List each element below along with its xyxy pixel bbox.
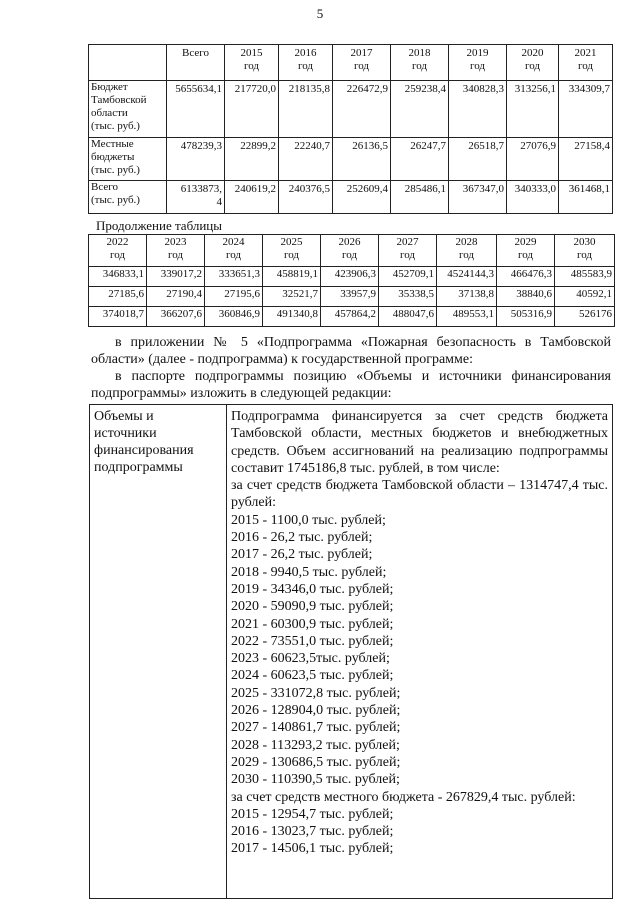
funding-intro: Подпрограмма финансируется за счет средств бюджета Тамбовской области, местных бюджетов и внебюджетных средств. Объем ассигнований на реализацию подпрограммы составит 1745186,8 тыс. рублей, в том числе: <box>231 409 608 476</box>
table2-cell: 526176 <box>555 307 615 327</box>
table1-cell: 26247,7 <box>391 138 449 181</box>
table1-cell: 27076,9 <box>507 138 559 181</box>
table2-header-cell: 2030 год <box>555 235 615 267</box>
page-number: 5 <box>316 6 324 21</box>
table2-header-cell: 2026 год <box>321 235 379 267</box>
table1-cell: 340828,3 <box>449 81 507 138</box>
table1-header-cell: 2019 год <box>449 45 507 81</box>
funding-year-line: 2021 - 60300,9 тыс. рублей; <box>231 616 394 632</box>
table2-cell: 33957,9 <box>321 287 379 307</box>
table1-cell: 5655634,1 <box>167 81 225 138</box>
table1-row-label: Местные бюджеты (тыс. руб.) <box>89 138 167 181</box>
table1-cell: 285486,1 <box>391 181 449 214</box>
funding-year-line: 2017 - 26,2 тыс. рублей; <box>231 547 373 563</box>
table2-cell: 38840,6 <box>497 287 555 307</box>
table2-cell: 339017,2 <box>147 267 205 287</box>
regional-budget-total: за счет средств бюджета Тамбовской области – 1314747,4 тыс. рублей: <box>231 478 608 511</box>
table2-row <box>89 287 615 307</box>
funding-year-line: 2018 - 9940,5 тыс. рублей; <box>231 564 387 580</box>
table1-header-cell: 2020 год <box>507 45 559 81</box>
table2-cell: 423906,3 <box>321 267 379 287</box>
table1-header-cell: 2017 год <box>333 45 391 81</box>
table1-cell: 6133873, 4 <box>167 181 225 214</box>
table2-cell: 333651,3 <box>205 267 263 287</box>
table2-cell: 27185,6 <box>89 287 147 307</box>
table1-row <box>89 181 613 214</box>
table2-cell: 4524144,3 <box>437 267 497 287</box>
table2-cell: 488047,6 <box>379 307 437 327</box>
table1-cell: 26136,5 <box>333 138 391 181</box>
table2-header-cell: 2025 год <box>263 235 321 267</box>
funding-year-line: 2016 - 26,2 тыс. рублей; <box>231 530 373 546</box>
table2-cell: 27195,6 <box>205 287 263 307</box>
funding-table-2022-2030 <box>88 234 615 327</box>
table2-header-cell: 2028 год <box>437 235 497 267</box>
table2-cell: 35338,5 <box>379 287 437 307</box>
funding-table-2015-2021 <box>88 44 613 214</box>
funding-year-line: 2015 - 12954,7 тыс. рублей; <box>231 806 394 822</box>
table2-cell: 491340,8 <box>263 307 321 327</box>
table1-header-cell: Всего <box>167 45 225 81</box>
table1-cell: 259238,4 <box>391 81 449 138</box>
table1-row-label: Всего (тыс. руб.) <box>89 181 167 214</box>
table2-cell: 485583,9 <box>555 267 615 287</box>
table2-row <box>89 307 615 327</box>
subprogram-funding-row <box>90 405 613 899</box>
funding-year-line: 2027 - 140861,7 тыс. рублей; <box>231 720 401 736</box>
table1-cell: 26518,7 <box>449 138 507 181</box>
table2-row <box>89 267 615 287</box>
funding-year-line: 2029 - 130686,5 тыс. рублей; <box>231 754 401 770</box>
table1-header-cell: 2018 год <box>391 45 449 81</box>
funding-year-line: 2016 - 13023,7 тыс. рублей; <box>231 824 394 840</box>
funding-year-line: 2024 - 60623,5 тыс. рублей; <box>231 668 394 684</box>
table1-cell: 240376,5 <box>279 181 333 214</box>
table2-cell: 466476,3 <box>497 267 555 287</box>
local-budget-total: за счет средств местного бюджета - 267829,4 тыс. рублей: <box>231 789 576 805</box>
table1-cell: 334309,7 <box>559 81 613 138</box>
table2-cell: 346833,1 <box>89 267 147 287</box>
funding-sources-label: Объемы и источники финансирования подпрограммы <box>90 405 227 899</box>
funding-year-line: 2030 - 110390,5 тыс. рублей; <box>231 772 400 788</box>
table1-cell: 361468,1 <box>559 181 613 214</box>
table1-row-label: Бюджет Тамбовской области (тыс. руб.) <box>89 81 167 138</box>
table2-cell: 360846,9 <box>205 307 263 327</box>
table1-cell: 22240,7 <box>279 138 333 181</box>
continuation-title: Продолжение таблицы <box>96 218 222 233</box>
table2-header-row <box>89 235 615 267</box>
table2-cell: 27190,4 <box>147 287 205 307</box>
table1-header-cell <box>89 45 167 81</box>
funding-year-line: 2019 - 34346,0 тыс. рублей; <box>231 581 394 597</box>
table1-cell: 226472,9 <box>333 81 391 138</box>
table2-cell: 458819,1 <box>263 267 321 287</box>
table1-cell: 367347,0 <box>449 181 507 214</box>
subprogram-funding-table <box>89 404 613 899</box>
funding-year-line: 2015 - 1100,0 тыс. рублей; <box>231 512 386 528</box>
funding-year-line: 2022 - 73551,0 тыс. рублей; <box>231 633 394 649</box>
funding-year-line: 2020 - 59090,9 тыс. рублей; <box>231 599 394 615</box>
table2-cell: 366207,6 <box>147 307 205 327</box>
table1-header-cell: 2016 год <box>279 45 333 81</box>
table2-cell: 37138,8 <box>437 287 497 307</box>
table2-cell: 489553,1 <box>437 307 497 327</box>
amendment-paragraph-1: в приложении № 5 «Подпрограмма «Пожарная безопасность в Тамбовской области» (далее - подпрограмма) к государственной программе: <box>91 335 611 367</box>
table2-header-cell: 2029 год <box>497 235 555 267</box>
table1-cell: 217720,0 <box>225 81 279 138</box>
table1-cell: 240619,2 <box>225 181 279 214</box>
local-years-list <box>231 806 608 858</box>
funding-sources-description <box>227 405 613 899</box>
table1-header-row <box>89 45 613 81</box>
table2-header-cell: 2027 год <box>379 235 437 267</box>
regional-years-list <box>231 512 608 789</box>
funding-year-line: 2028 - 113293,2 тыс. рублей; <box>231 737 400 753</box>
table2-cell: 32521,7 <box>263 287 321 307</box>
table2-cell: 452709,1 <box>379 267 437 287</box>
table1-cell: 27158,4 <box>559 138 613 181</box>
funding-year-line: 2025 - 331072,8 тыс. рублей; <box>231 685 401 701</box>
funding-year-line: 2017 - 14506,1 тыс. рублей; <box>231 841 394 857</box>
table2-cell: 505316,9 <box>497 307 555 327</box>
table1-cell: 313256,1 <box>507 81 559 138</box>
table2-cell: 40592,1 <box>555 287 615 307</box>
funding-year-line: 2026 - 128904,0 тыс. рублей; <box>231 703 401 719</box>
table1-cell: 252609,4 <box>333 181 391 214</box>
funding-year-line: 2023 - 60623,5тыс. рублей; <box>231 651 390 667</box>
table1-cell: 478239,3 <box>167 138 225 181</box>
table1-row <box>89 81 613 138</box>
table2-header-cell: 2024 год <box>205 235 263 267</box>
table2-header-cell: 2022 год <box>89 235 147 267</box>
table2-header-cell: 2023 год <box>147 235 205 267</box>
table1-cell: 22899,2 <box>225 138 279 181</box>
table1-row <box>89 138 613 181</box>
table2-cell: 457864,2 <box>321 307 379 327</box>
table1-header-cell: 2015 год <box>225 45 279 81</box>
table1-cell: 218135,8 <box>279 81 333 138</box>
table1-cell: 340333,0 <box>507 181 559 214</box>
amendment-paragraph-2: в паспорте подпрограммы позицию «Объемы и источники финансирования подпрограммы» изложить в следующей редакции: <box>91 369 611 401</box>
table1-header-cell: 2021 год <box>559 45 613 81</box>
table2-cell: 374018,7 <box>89 307 147 327</box>
